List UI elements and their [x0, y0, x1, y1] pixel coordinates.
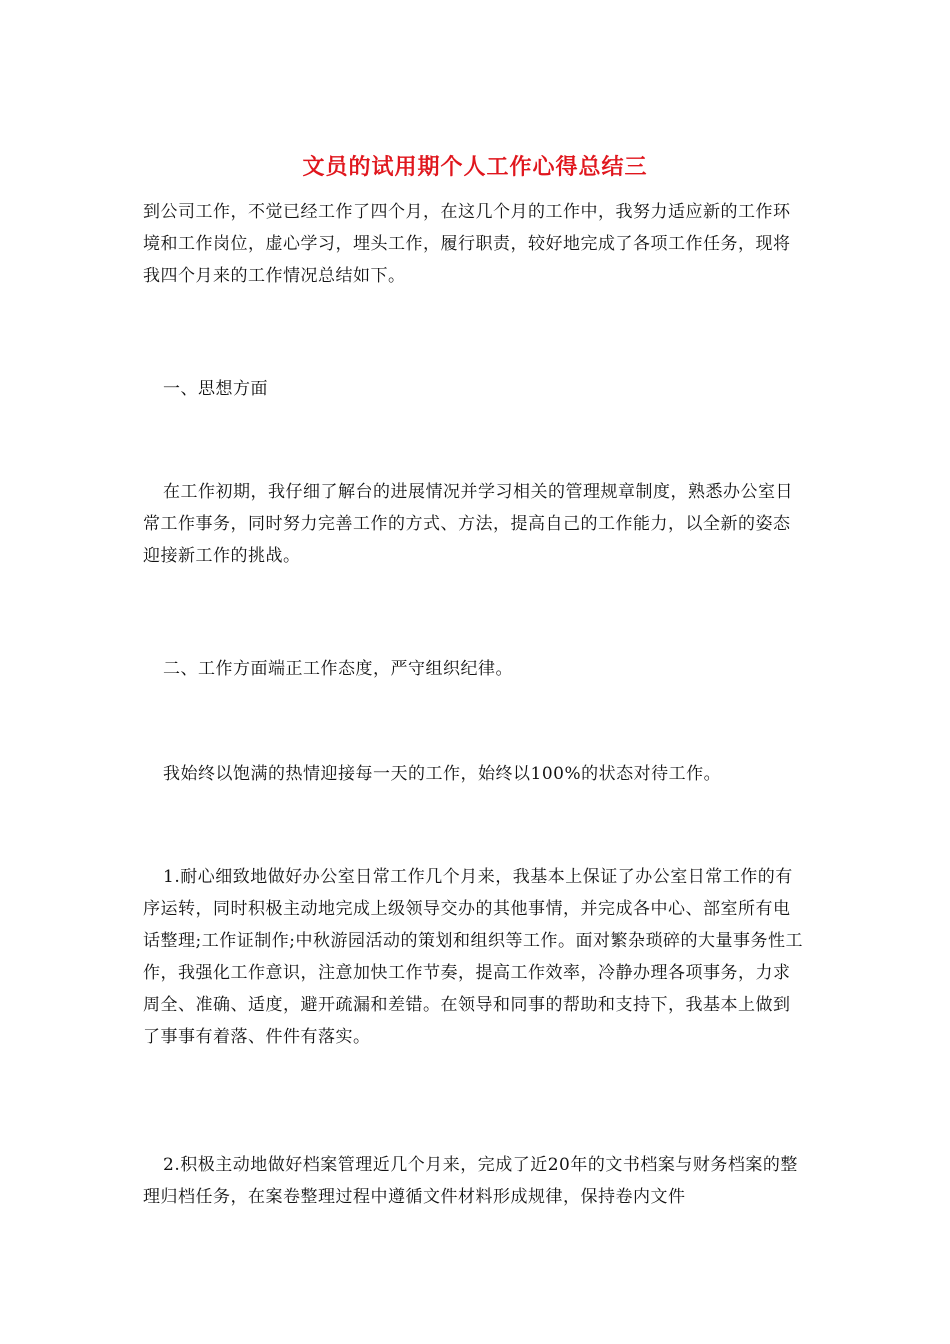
document-title: 文员的试用期个人工作心得总结三 — [302, 154, 648, 180]
section-heading-work: 二、工作方面端正工作态度，严守组织纪律。 — [163, 659, 513, 679]
intro-paragraph: 到公司工作，不觉已经工作了四个月，在这几个月的工作中，我努力适应新的工作环境和工作岗位，虚心学习，埋头工作，履行职责，较好地完成了各项工作任务，现将我四个月来的工作情况总结如下。 — [143, 202, 791, 286]
paragraph-thought: 在工作初期，我仔细了解台的进展情况并学习相关的管理规章制度，熟悉办公室日常工作事务，同时努力完善工作的方式、方法，提高自己的工作能力，以全新的姿态迎接新工作的挑战。 — [143, 482, 793, 566]
section-heading-thought: 一、思想方面 — [163, 379, 268, 399]
paragraph-item-2: 2.积极主动地做好档案管理近几个月来，完成了近20年的文书档案与财务档案的整理归档任务，在案卷整理过程中遵循文件材料形成规律，保持卷内文件 — [143, 1155, 798, 1207]
paragraph-item-1: 1.耐心细致地做好办公室日常工作几个月来，我基本上保证了办公室日常工作的有序运转，同时积极主动地完成上级领导交办的其他事情，并完成各中心、部室所有电话整理;工作证制作;中秋游园活动的策划和组织等工作。面对繁杂琐碎的大量事务性工作，我强化工作意识，注意加快工作节奏，提高工作效率，冷静办理各项事务，力求周全、准确、适度，避开疏漏和差错。在领导和同事的帮助和支持下，我基本上做到了事事有着落、件件有落实。 — [143, 867, 803, 1047]
paragraph-attitude: 我始终以饱满的热情迎接每一天的工作，始终以100%的状态对待工作。 — [163, 764, 722, 784]
